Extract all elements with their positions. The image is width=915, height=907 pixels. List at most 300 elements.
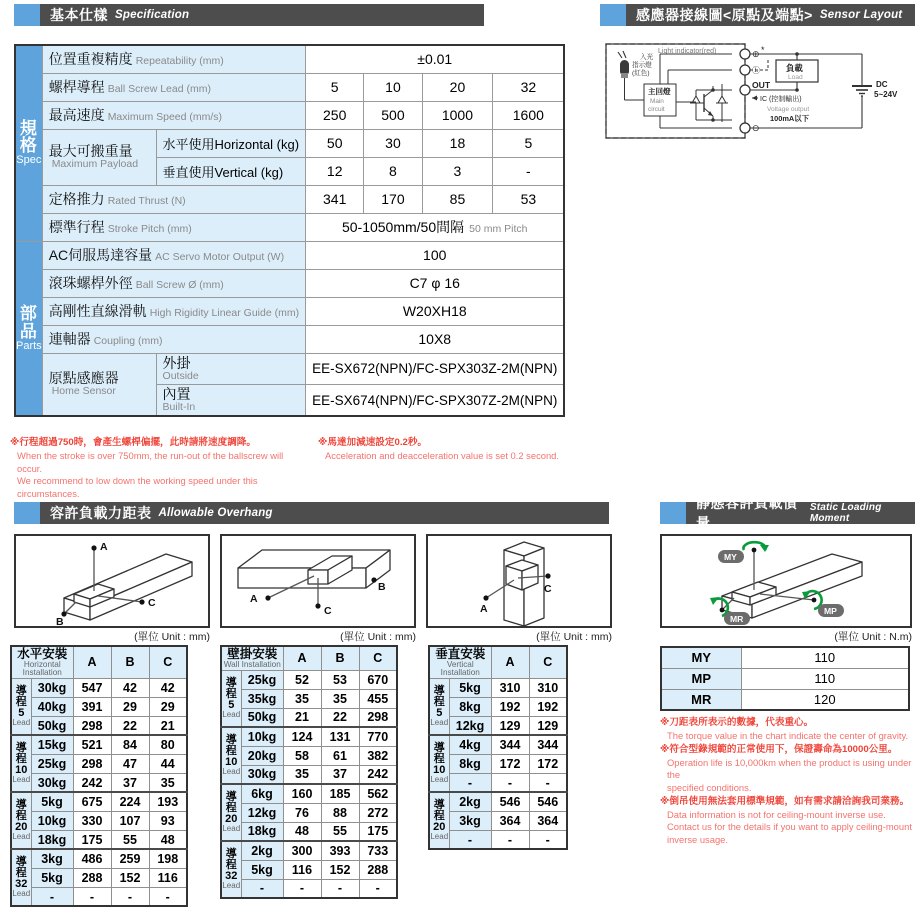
table-row [221, 727, 397, 746]
value-cell-c: 310 [529, 678, 567, 697]
value-speed-4: 1600 [493, 101, 565, 129]
value-cell-a: 124 [283, 727, 321, 746]
value-cell-b: 185 [321, 784, 359, 803]
value-cell-a: 172 [491, 754, 529, 773]
table-row [429, 735, 567, 754]
overhang-label-c: C [148, 597, 156, 609]
table-row-ball-screw-lead [15, 73, 564, 101]
value-cell-b: 55 [111, 830, 149, 849]
table-row [221, 822, 397, 841]
table-row [11, 887, 187, 906]
moment-value-my: 110 [741, 647, 909, 668]
value-cell-b: 88 [321, 803, 359, 822]
value-cell-a: 310 [491, 678, 529, 697]
load-cell: 12kg [241, 803, 283, 822]
moment-value-mp: 110 [741, 668, 909, 689]
group-label-spec-cn: 規格 [19, 118, 38, 156]
label-light-indicator-en: Light indicator(red) [658, 48, 717, 55]
value-cell-a: 175 [73, 830, 111, 849]
label-current-limit: 100mA以下 [770, 114, 810, 123]
table-row-motor-output [15, 241, 564, 269]
value-cell-c: - [529, 773, 567, 792]
row-label-linear-guide: 高剛性直線滑軌 High Rigidity Linear Guide (mm) [42, 297, 305, 325]
load-cell: 3kg [31, 849, 73, 868]
spec-note-right-en: Acceleration and deacceleration value is set 0.2 second. [325, 449, 559, 461]
row-label-ball-screw-lead: 螺桿導程 Ball Screw Lead (mm) [42, 73, 305, 101]
value-repeatability: ±0.01 [306, 45, 565, 73]
value-cell-c: 272 [359, 803, 397, 822]
column-header-a: A [491, 646, 529, 678]
row-label-payload: 最大可搬重量 Maximum Payload [42, 129, 156, 185]
terminal-l-icon [740, 65, 750, 75]
table-row [221, 879, 397, 898]
value-cell-a: - [491, 773, 529, 792]
value-cell-c: 29 [149, 697, 187, 716]
load-cell: 10kg [31, 811, 73, 830]
value-cell-c: 129 [529, 716, 567, 735]
value-cell-c: 344 [529, 735, 567, 754]
table-row [429, 754, 567, 773]
value-cell-c: - [529, 830, 567, 849]
value-cell-c: 546 [529, 792, 567, 811]
label-load-cn: 負載 [786, 63, 803, 73]
value-vpay-1: 12 [306, 157, 364, 185]
row-label-home-sensor-builtin: 內置 Built-In [156, 384, 306, 416]
row-label-home-sensor-outside: 外掛 Outside [156, 353, 306, 384]
overhang-label-b: B [56, 616, 64, 628]
terminal-plus-icon [740, 49, 750, 59]
value-home-sensor-builtin: EE-SX674(NPN)/FC-SPX307Z-2M(NPN) [306, 384, 565, 416]
load-cell: - [241, 879, 283, 898]
table-row [429, 773, 567, 792]
value-cell-a: 300 [283, 841, 321, 860]
value-cell-a: - [73, 887, 111, 906]
value-cell-c: 298 [359, 708, 397, 727]
section-header-bar [686, 495, 915, 531]
row-label-max-speed: 最高速度 Maximum Speed (mm/s) [42, 101, 305, 129]
static-loading-unit: (單位 Unit : N.m) [834, 631, 912, 643]
table-row-payload-horizontal [15, 129, 564, 157]
section-title-cn: 基本仕樣 [50, 7, 108, 23]
value-hpay-4: 5 [493, 129, 565, 157]
load-cell: 50kg [31, 716, 73, 735]
overhang-unit-horizontal: (單位 Unit : mm) [134, 631, 210, 643]
value-cell-a: 21 [283, 708, 321, 727]
section-title-cn: 容許負載力距表 [50, 505, 152, 521]
table-row [11, 868, 187, 887]
value-cell-b: 259 [111, 849, 149, 868]
lead-group-20: 導 程 20 Lead [221, 784, 241, 841]
value-cell-c: 175 [359, 822, 397, 841]
value-cell-c: 733 [359, 841, 397, 860]
overhang-label-a: A [480, 603, 488, 615]
load-cell: 40kg [31, 697, 73, 716]
value-cell-a: 35 [283, 689, 321, 708]
note-cn-0: ※刀距表所表示的數據，代表重心。 [660, 717, 814, 728]
column-header-a: A [73, 646, 111, 678]
overhang-table-vertical [428, 645, 568, 850]
spec-note-left-en1: When the stroke is over 750mm, the run-out of the ballscrew will occur. [17, 449, 284, 474]
overhang-table-wall [220, 645, 398, 899]
load-cell: 12kg [449, 716, 491, 735]
value-cell-c: 80 [149, 735, 187, 754]
group-label-parts-en: Parts [16, 339, 42, 352]
overhang-diagram-horizontal-svg [16, 536, 208, 626]
table-row-stroke-pitch [15, 213, 564, 241]
table-row [11, 830, 187, 849]
value-cell-c: 192 [529, 697, 567, 716]
table-row [429, 678, 567, 697]
overhang-diagram-wall-svg [222, 536, 414, 626]
label-light-indicator-cn2: 指示燈 [632, 62, 652, 69]
value-motor-output: 100 [306, 241, 565, 269]
column-header-a: A [283, 646, 321, 670]
spec-note-left [10, 436, 310, 501]
group-label-spec [15, 45, 42, 241]
value-cell-a: 58 [283, 746, 321, 765]
table-row [11, 697, 187, 716]
section-title-cn: 感應器接線圖<原點及端點> [636, 7, 813, 23]
load-cell: 8kg [449, 697, 491, 716]
value-cell-c: - [149, 887, 187, 906]
column-header-c: C [529, 646, 567, 678]
row-label-coupling: 連軸器 Coupling (mm) [42, 325, 305, 353]
value-cell-c: 44 [149, 754, 187, 773]
column-header-c: C [359, 646, 397, 670]
column-header-b: B [111, 646, 149, 678]
table-row [429, 830, 567, 849]
value-speed-1: 250 [306, 101, 364, 129]
table-row [11, 792, 187, 811]
label-dc: DC [876, 80, 888, 89]
label-voltage-output: Voltage output [767, 106, 810, 113]
load-cell: - [31, 887, 73, 906]
row-label-repeatability: 位置重複精度 Repeatability (mm) [42, 45, 305, 73]
overhang-label-c: C [324, 605, 332, 617]
table-row-linear-guide [15, 297, 564, 325]
row-label-home-sensor: 原點感應器 Home Sensor [42, 353, 156, 416]
value-cell-a: 288 [73, 868, 111, 887]
stroke-pitch-main: 50-1050mm/50間隔 [341, 219, 465, 235]
row-label-ball-screw-dia: 滾珠螺桿外徑 Ball Screw Ø (mm) [42, 269, 305, 297]
label-light-indicator-cn3: (紅色) [632, 70, 650, 77]
table-row [429, 792, 567, 811]
section-title-en: Static Loading Moment [809, 502, 882, 524]
value-cell-c: 242 [359, 765, 397, 784]
accent-tab [14, 502, 40, 524]
overhang-diagram-vertical [426, 534, 612, 628]
section-header-sensor-layout [600, 4, 915, 26]
value-cell-c: 116 [149, 868, 187, 887]
note-en-1-0: Operation life is 10,000km when the product is using under the [667, 756, 912, 781]
label-mp: MP [824, 606, 837, 616]
accent-tab [660, 502, 686, 524]
load-cell: 35kg [241, 689, 283, 708]
note-en-2-2: inverse usage. [667, 833, 728, 845]
value-cell-c: 198 [149, 849, 187, 868]
group-label-parts-cn: 部品 [19, 303, 38, 341]
table-row [221, 803, 397, 822]
terminal-out-icon [740, 85, 750, 95]
static-loading-diagram-svg [662, 536, 910, 626]
lead-group-10: 導 程 10 Lead [429, 735, 449, 792]
table-row [221, 689, 397, 708]
value-cell-b: 84 [111, 735, 149, 754]
value-cell-a: 242 [73, 773, 111, 792]
load-cell: 18kg [241, 822, 283, 841]
value-thrust-2: 170 [364, 185, 422, 213]
value-cell-b: 37 [111, 773, 149, 792]
badge-my [718, 550, 744, 563]
value-speed-3: 1000 [422, 101, 493, 129]
label-load-en: Load [788, 74, 803, 81]
table-row [221, 746, 397, 765]
value-cell-a: 298 [73, 716, 111, 735]
static-loading-moment-table [660, 646, 910, 711]
value-cell-a: 675 [73, 792, 111, 811]
value-cell-b: 152 [111, 868, 149, 887]
table-row [11, 678, 187, 697]
value-thrust-1: 341 [306, 185, 364, 213]
note-cn-2: ※倒吊使用無法套用標準規範，如有需求請洽詢我司業務。 [660, 795, 910, 807]
note-en-2-1: Contact us for the details if you want to apply ceiling-mount [667, 821, 912, 833]
value-hpay-2: 30 [364, 129, 422, 157]
value-cell-c: 364 [529, 811, 567, 830]
value-cell-c: 382 [359, 746, 397, 765]
value-cell-a: - [283, 879, 321, 898]
table-row [661, 689, 909, 710]
moment-key-my: MY [661, 647, 741, 668]
value-cell-a: 521 [73, 735, 111, 754]
note-en-0-0: The torque value in the chart indicate the center of gravity. [667, 729, 909, 741]
value-cell-b: - [111, 887, 149, 906]
label-mr: MR [730, 614, 744, 624]
table-row-repeatability [15, 45, 564, 73]
lead-group-20: 導 程 20 Lead [429, 792, 449, 849]
load-cell: - [449, 830, 491, 849]
value-cell-c: 193 [149, 792, 187, 811]
value-cell-a: 48 [283, 822, 321, 841]
value-cell-a: 330 [73, 811, 111, 830]
overhang-header-vertical: 垂直安裝 Vertical Installation [429, 646, 491, 678]
value-cell-c: 35 [149, 773, 187, 792]
table-row [661, 668, 909, 689]
value-cell-b: 42 [111, 678, 149, 697]
overhang-label-c: C [544, 583, 552, 595]
value-cell-b: 131 [321, 727, 359, 746]
value-cell-a: 52 [283, 670, 321, 689]
value-cell-a: 160 [283, 784, 321, 803]
overhang-table-horizontal [10, 645, 188, 907]
value-hpay-1: 50 [306, 129, 364, 157]
row-label-payload-horizontal: 水平使用Horizontal (kg) [156, 129, 306, 157]
value-vpay-2: 8 [364, 157, 422, 185]
value-speed-2: 500 [364, 101, 422, 129]
column-header-b: B [321, 646, 359, 670]
table-header-row [221, 646, 397, 670]
load-cell: 10kg [241, 727, 283, 746]
value-cell-a: 35 [283, 765, 321, 784]
section-header-allowable-overhang [14, 502, 609, 524]
load-cell: 2kg [449, 792, 491, 811]
section-title-en: Specification [115, 9, 190, 21]
overhang-diagram-wall [220, 534, 416, 628]
table-row-ball-screw-dia [15, 269, 564, 297]
moment-key-mp: MP [661, 668, 741, 689]
load-cell: - [449, 773, 491, 792]
label-terminal-plus: ⊕ [752, 49, 760, 59]
value-cell-a: 298 [73, 754, 111, 773]
table-row [11, 735, 187, 754]
value-cell-a: - [491, 830, 529, 849]
value-cell-c: 288 [359, 860, 397, 879]
value-cell-b: 29 [111, 697, 149, 716]
load-cell: 5kg [449, 678, 491, 697]
overhang-label-a: A [250, 593, 258, 605]
sensor-wiring-svg [600, 40, 900, 160]
load-cell: 30kg [31, 773, 73, 792]
load-cell: 30kg [31, 678, 73, 697]
table-row [11, 754, 187, 773]
table-row [221, 860, 397, 879]
value-cell-c: 670 [359, 670, 397, 689]
overhang-label-a: A [100, 541, 108, 553]
accent-tab [14, 4, 40, 26]
load-cell: 3kg [449, 811, 491, 830]
group-label-spec-en: Spec [16, 154, 42, 167]
value-cell-c: 562 [359, 784, 397, 803]
value-cell-b: 152 [321, 860, 359, 879]
section-header-bar [40, 502, 609, 524]
value-cell-c: 770 [359, 727, 397, 746]
sensor-wiring-diagram [600, 40, 900, 160]
value-cell-b: 22 [111, 716, 149, 735]
overhang-diagram-horizontal [14, 534, 210, 628]
moment-value-mr: 120 [741, 689, 909, 710]
value-cell-b: 55 [321, 822, 359, 841]
table-row-rated-thrust [15, 185, 564, 213]
load-cell: 50kg [241, 708, 283, 727]
overhang-diagram-vertical-svg [428, 536, 610, 626]
spec-note-right [318, 436, 598, 463]
value-cell-c: 42 [149, 678, 187, 697]
table-row [221, 765, 397, 784]
load-cell: 4kg [449, 735, 491, 754]
section-header-specification [14, 4, 484, 26]
value-cell-a: 116 [283, 860, 321, 879]
value-cell-a: 546 [491, 792, 529, 811]
table-row [11, 773, 187, 792]
table-row-home-sensor-outside [15, 353, 564, 384]
lead-group-10: 導 程 10 Lead [221, 727, 241, 784]
load-cell: 25kg [241, 670, 283, 689]
value-cell-a: 364 [491, 811, 529, 830]
label-terminal-l: Ⓛ [752, 66, 760, 75]
load-cell: 6kg [241, 784, 283, 803]
overhang-label-b: B [378, 581, 386, 593]
table-header-row [429, 646, 567, 678]
overhang-unit-vertical: (單位 Unit : mm) [536, 631, 612, 643]
label-terminal-plus-star: * [761, 45, 765, 55]
label-main-circuit-en2: circuit [648, 106, 665, 113]
accent-tab [600, 4, 626, 26]
value-cell-a: 192 [491, 697, 529, 716]
section-title-cn: 靜態容許負載慣量 [696, 495, 798, 531]
row-label-motor-output: AC伺服馬達容量 AC Servo Motor Output (W) [42, 241, 305, 269]
label-terminal-out: OUT [752, 80, 771, 90]
terminal-minus-icon [740, 123, 750, 133]
table-row [221, 708, 397, 727]
value-linear-guide: W20XH18 [306, 297, 565, 325]
row-label-rated-thrust: 定格推力 Rated Thrust (N) [42, 185, 305, 213]
load-cell: 8kg [449, 754, 491, 773]
lead-group-32: 導 程 32 Lead [11, 849, 31, 906]
section-title-en: Allowable Overhang [158, 507, 273, 519]
section-header-bar [40, 4, 484, 26]
row-label-stroke-pitch: 標準行程 Stroke Pitch (mm) [42, 213, 305, 241]
overhang-header-horizontal: 水平安裝 Horizontal Installation [11, 646, 73, 678]
value-lead-2: 10 [364, 73, 422, 101]
label-my: MY [724, 552, 737, 562]
label-main-circuit-cn: 主回燈 [648, 87, 671, 96]
table-row [429, 697, 567, 716]
value-cell-a: 391 [73, 697, 111, 716]
badge-mr [724, 612, 750, 625]
value-vpay-4: - [493, 157, 565, 185]
value-lead-1: 5 [306, 73, 364, 101]
value-cell-b: 224 [111, 792, 149, 811]
note-en-1-1: specified conditions. [667, 781, 752, 793]
value-cell-a: 344 [491, 735, 529, 754]
table-row [661, 647, 909, 668]
value-cell-c: 172 [529, 754, 567, 773]
value-thrust-4: 53 [493, 185, 565, 213]
label-main-circuit-en1: Main [650, 98, 664, 105]
table-row [221, 670, 397, 689]
label-dc-value: 5~24V [874, 90, 898, 99]
value-stroke-pitch [306, 213, 565, 241]
table-row [221, 841, 397, 860]
group-label-parts [15, 241, 42, 416]
table-row-coupling [15, 325, 564, 353]
overhang-unit-wall: (單位 Unit : mm) [340, 631, 416, 643]
load-cell: 20kg [241, 746, 283, 765]
load-cell: 2kg [241, 841, 283, 860]
section-header-bar [626, 4, 915, 26]
lead-group-5: 導 程 5 Lead [11, 678, 31, 735]
lead-group-5: 導 程 5 Lead [429, 678, 449, 735]
table-row [11, 811, 187, 830]
section-header-static-loading-moment [660, 495, 915, 531]
column-header-c: C [149, 646, 187, 678]
label-light-indicator-cn1: 入光 [640, 54, 654, 61]
value-coupling: 10X8 [306, 325, 565, 353]
load-cell: 5kg [241, 860, 283, 879]
lead-group-10: 導 程 10 Lead [11, 735, 31, 792]
table-row [429, 811, 567, 830]
led-indicator-icon [618, 51, 629, 86]
load-cell: 15kg [31, 735, 73, 754]
spec-note-right-cn: ※馬達加減速設定0.2秒。 [318, 437, 428, 448]
label-ic: IC (控制輸出) [760, 96, 802, 103]
value-cell-b: 35 [321, 689, 359, 708]
value-lead-3: 20 [422, 73, 493, 101]
badge-mp [818, 604, 844, 617]
value-cell-b: 37 [321, 765, 359, 784]
table-row [429, 716, 567, 735]
static-loading-diagram [660, 534, 912, 628]
static-loading-notes [660, 716, 915, 847]
